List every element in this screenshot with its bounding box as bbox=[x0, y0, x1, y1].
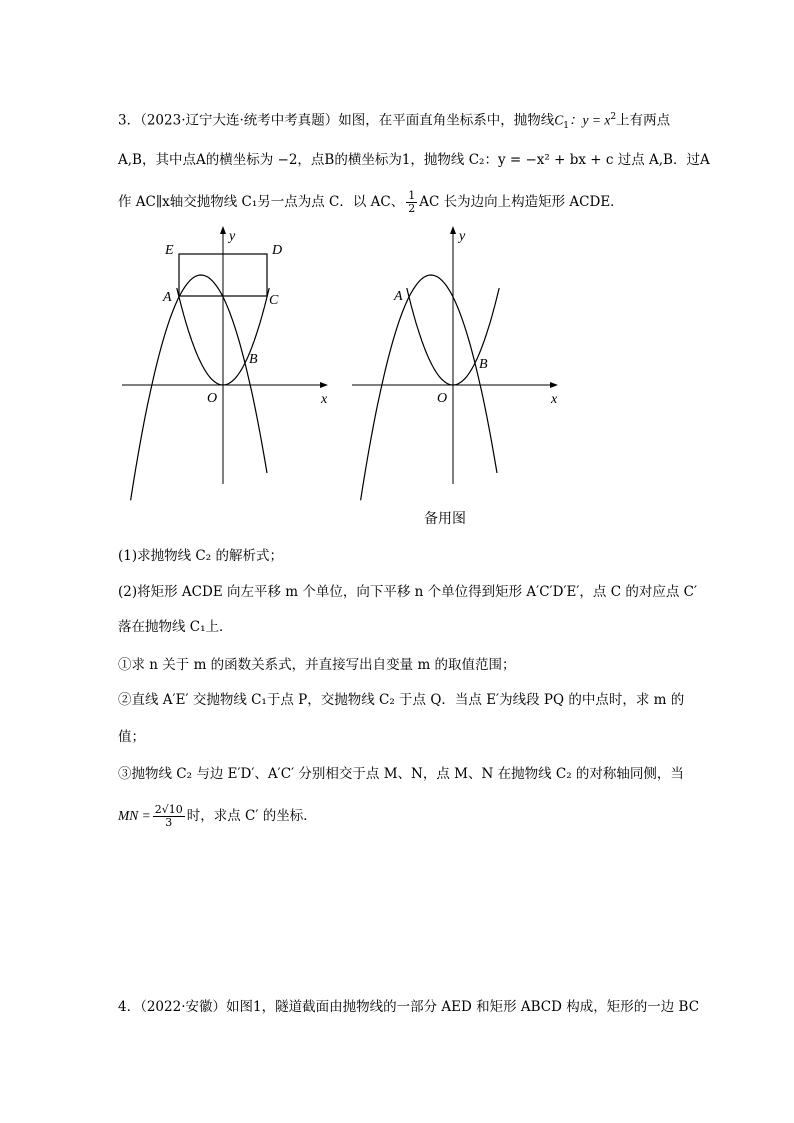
left-y-arrow bbox=[220, 226, 226, 234]
right-label-y: y bbox=[459, 229, 466, 244]
label-c: C bbox=[269, 293, 279, 308]
right-y-arrow bbox=[450, 226, 456, 234]
label-e: E bbox=[165, 243, 174, 258]
q4-line1: 4．（2022·安徽）如图1，隧道截面由抛物线的一部分 AED 和矩形 ABCD 构成，矩形的一边 BC bbox=[118, 999, 700, 1015]
q3-part2-line2: 值； bbox=[118, 729, 145, 745]
left-x-arrow bbox=[320, 382, 328, 388]
figures bbox=[0, 222, 794, 522]
q3-sub1: (1)求抛物线 C₂ 的解析式； bbox=[118, 548, 283, 564]
figure-caption: 备用图 bbox=[424, 511, 466, 527]
q3-sub2-line1: (2)将矩形 ACDE 向左平移 m 个单位，向下平移 n 个单位得到矩形 A′C′D′E′，点 C 的对应点 C′ bbox=[118, 584, 698, 600]
right-x-arrow bbox=[550, 382, 558, 388]
q3-part1: ①求 n 关于 m 的函数关系式，并直接写出自变量 m 的取值范围； bbox=[118, 657, 516, 673]
left-figure bbox=[122, 226, 328, 500]
half-fraction: $\frac{1}{2}$ bbox=[408, 189, 416, 215]
right-label-x: x bbox=[551, 392, 558, 407]
q3-part3-line1: ③抛物线 C₂ 与边 E′D′、A′C′ 分别相交于点 M、N，点 M、N 在抛物线 C₂ 的对称轴同侧，当 bbox=[118, 766, 684, 782]
q3-sub2-line2: 落在抛物线 C₁上． bbox=[118, 619, 233, 635]
mn-fraction: $\frac{2√10}{3}$ bbox=[154, 803, 183, 829]
label-o: O bbox=[207, 391, 218, 406]
label-a: A bbox=[163, 290, 172, 305]
label-d: D bbox=[272, 243, 283, 258]
label-b: B bbox=[249, 352, 258, 367]
right-label-o: O bbox=[437, 391, 448, 406]
right-figure bbox=[352, 226, 558, 500]
left-parabola-c2 bbox=[131, 275, 267, 500]
right-parabola-c2 bbox=[361, 275, 497, 500]
right-label-b: B bbox=[479, 357, 488, 372]
right-label-a: A bbox=[394, 289, 403, 304]
q3-line3: 作 AC∥x轴交抛物线 C₁另一点为点 C．以 AC、 $\frac{1}{2}$ AC 长为边向上构造矩形 ACDE． bbox=[118, 189, 624, 215]
q3-line1: 3．（2023·辽宁大连·统考中考真题）如图，在平面直角坐标系中，抛物线$C_1$：$y = x^2$上有两点 bbox=[118, 112, 671, 132]
label-y: y bbox=[229, 229, 236, 244]
q3-part2-line1: ②直线 A′E′ 交抛物线 C₁于点 P，交抛物线 C₂ 于点 Q．当点 E′为线段 PQ 的中点时，求 m 的 bbox=[118, 692, 685, 708]
label-x: x bbox=[321, 392, 328, 407]
q3-part3-line2: MN = $\frac{2√10}{3}$ 时，求点 C′ 的坐标． bbox=[118, 803, 317, 829]
q3-line2: A,B，其中点A的横坐标为 −2，点B的横坐标为1，抛物线 C₂：y = −x² + bx + c 过点 A,B．过A bbox=[118, 152, 710, 168]
